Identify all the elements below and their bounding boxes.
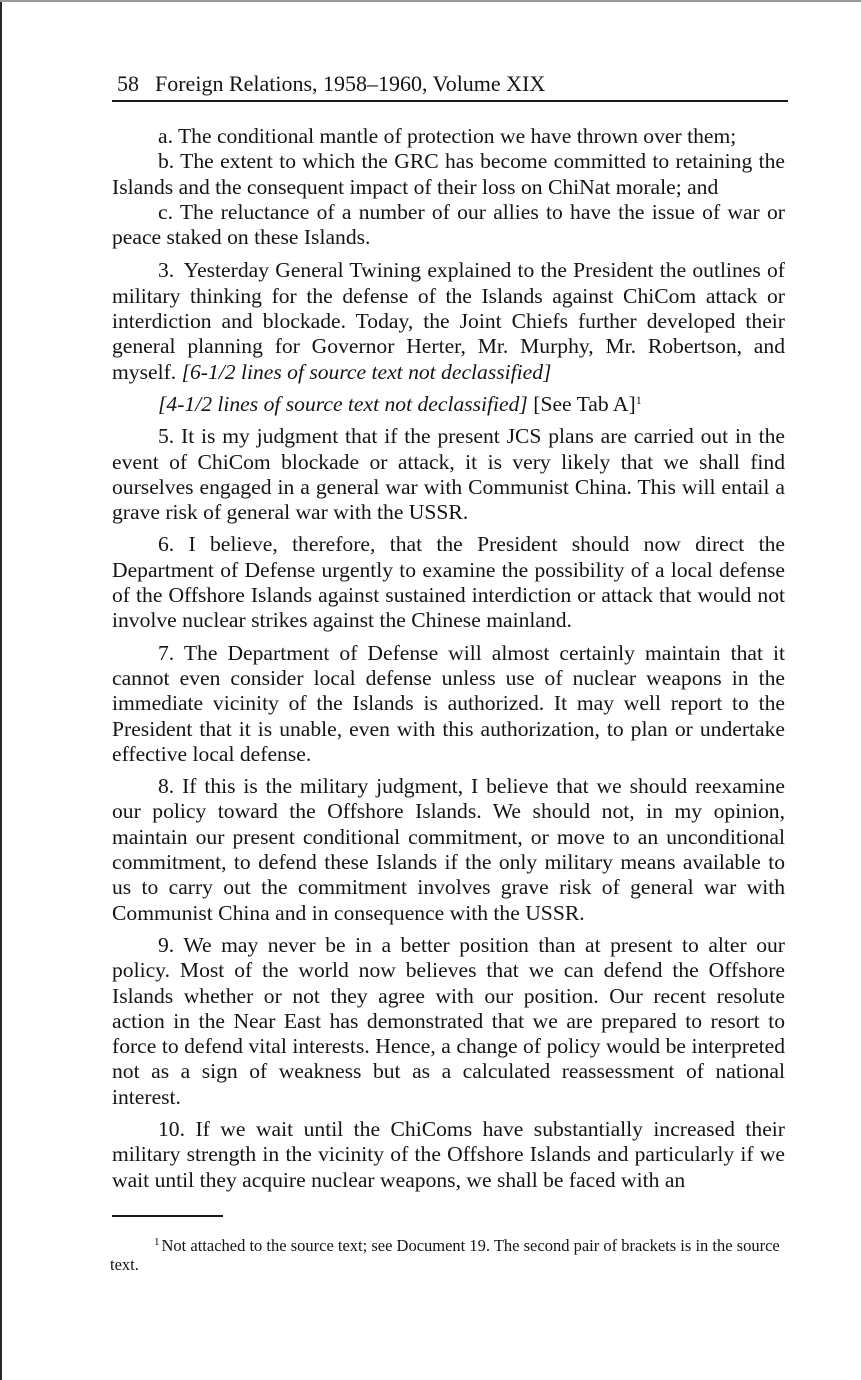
footnote-marker: 1 (154, 1236, 160, 1248)
paragraph-3-number: 3. (158, 258, 175, 283)
paragraph-8: 8. If this is the military judgment, I believe that we should reexamine our policy toward the Offshore Islands. We should not, in my opinion, maintain our present conditional commitment, or move to an unconditional commitment, to defend these Islands if the only military means available to us to carry out the commitment involves grave risk of general war with Communist China and in consequence with the USSR. (112, 774, 785, 925)
redaction-note-1: [6-1/2 lines of source text not declassified] (181, 359, 552, 384)
footnote-rule (112, 1215, 223, 1217)
footnote (110, 1236, 786, 1274)
paragraph-9: 9. We may never be in a better position than at present to alter our policy. Most of the world now believes that we can defend the Offshore Islands whether or not they agree with our position. Our recent resolute action in the Near East has demonstrated that we are prepared to resort to force to defend vital interests. Hence, a change of policy would be interpreted not as a sign of weakness but as a calculated reassessment of national interest. (112, 932, 785, 1109)
redaction-note-2: [4-1/2 lines of source text not declassified] (158, 391, 528, 416)
list-item-a: a. The conditional mantle of protection we have thrown over them; (158, 124, 737, 148)
running-title: Foreign Relations, 1958–1960, Volume XIX (155, 71, 546, 96)
paragraph-6: 6. I believe, therefore, that the President should now direct the Department of Defense urgently to examine the possibility of a local defense of the Offshore Islands against sustained interdiction or attack that would not involve nuclear strikes against the Chinese mainland. (112, 532, 785, 633)
list-item-b: b. The extent to which the GRC has become committed to retaining the Islands and the consequent impact of their loss on ChiNat morale; and (112, 149, 785, 199)
paragraph-4 (112, 392, 785, 417)
page-number: 58 (117, 71, 139, 96)
tab-reference: [See Tab A] (533, 391, 636, 416)
header-rule (112, 100, 788, 102)
list-item-c: c. The reluctance of a number of our allies to have the issue of war or peace staked on these Islands. (112, 199, 785, 250)
running-header (117, 70, 788, 98)
paragraph-5: 5. It is my judgment that if the present JCS plans are carried out in the event of ChiCom blockade or attack, it is very likely that we shall find ourselves engaged in a general war with Communist China. This will entail a grave risk of general war with the USSR. (112, 424, 785, 525)
paragraph-3-text: Yesterday General Twining explained to the President the outlines of military thinking for the defense of the Islands against ChiCom attack or interdiction and blockade. Today, the Joint Chiefs further developed their general planning for Governor Herter, Mr. Murphy, Mr. Robertson, and myself. (112, 258, 785, 384)
scan-left-edge (0, 0, 2, 1380)
footnote-text: Not attached to the source text; see Document 19. The second pair of brackets is in the source text. (110, 1236, 780, 1274)
document-body (112, 124, 785, 1193)
scan-top-edge (0, 0, 861, 2)
paragraph-7: 7. The Department of Defense will almost certainly maintain that it cannot even consider local defense unless use of nuclear weapons in the immediate vicinity of the Islands is authorized. It may well report to the President that it is unable, even with this authorization, to plan or undertake effective local defense. (112, 640, 785, 766)
footnote-reference: 1 (635, 392, 642, 407)
paragraph-10: 10. If we wait until the ChiComs have substantially increased their military strength in the vicinity of the Offshore Islands and particularly if we wait until they acquire nuclear weapons, we shall be faced with an (112, 1116, 785, 1192)
paragraph-3 (112, 258, 785, 384)
